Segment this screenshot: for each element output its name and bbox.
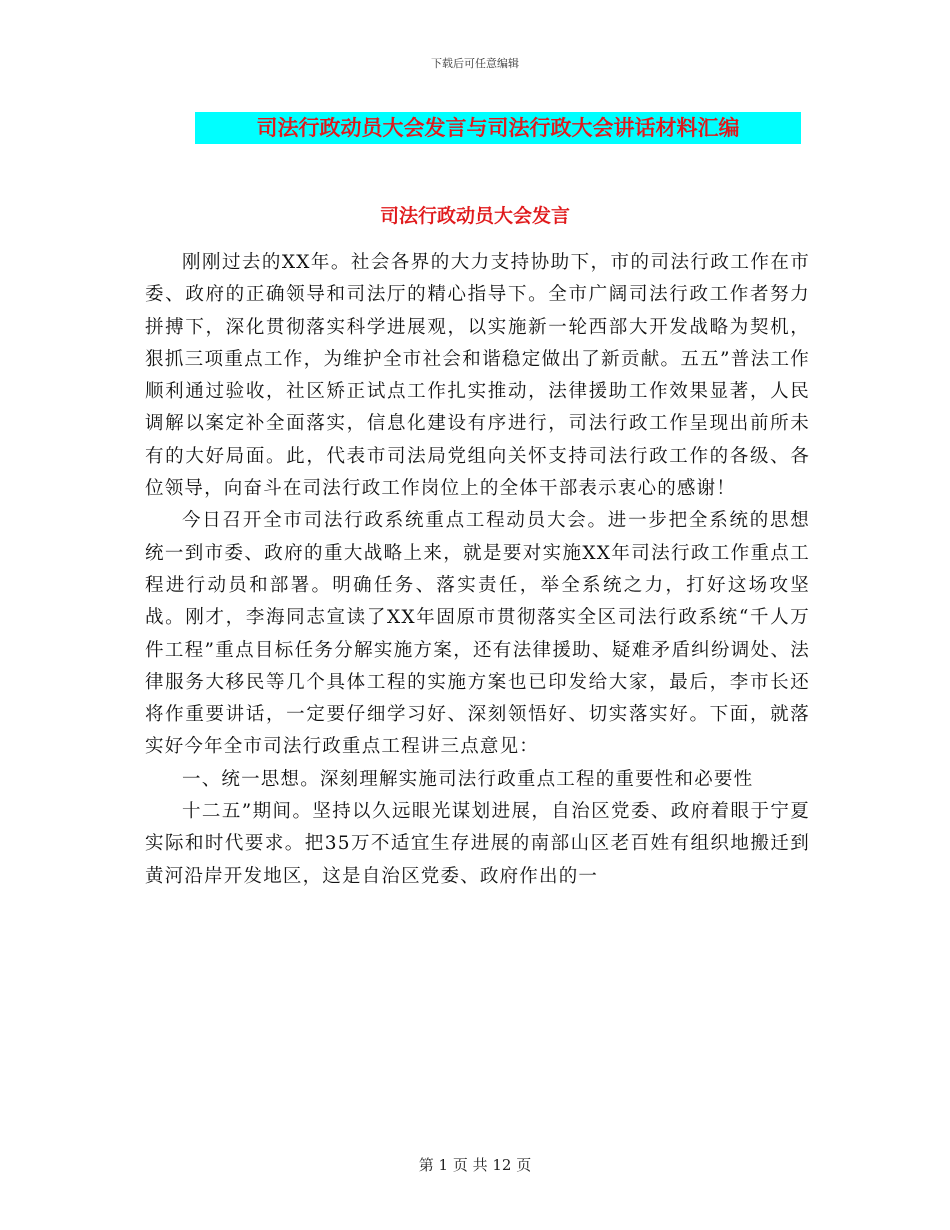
header-note: 下载后可任意编辑 <box>431 57 519 70</box>
page-footer: 第 1 页 共 12 页 <box>418 1156 532 1174</box>
document-main-title: 司法行政动员大会发言与司法行政大会讲话材料汇编 <box>195 112 801 144</box>
body-text <box>145 247 810 893</box>
paragraph: 一、统一思想。深刻理解实施司法行政重点工程的重要性和必要性 <box>182 768 754 790</box>
paragraph: 刚刚过去的XX年。社会各界的大力支持协助下，市的司法行政工作在市委、政府的正确领导和司法厅的精心指导下。全市广阔司法行政工作者努力拼搏下，深化贯彻落实科学进展观，以实施新一轮西部大开发战略为契机，狠抓三项重点工作，为维护全市社会和谐稳定做出了新贡献。五五”普法工作顺利通过验收，社区矫正试点工作扎实推动，法律援助工作效果显著，人民调解以案定补全面落实，信息化建设有序进行，司法行政工作呈现出前所未有的大好局面。此，代表市司法局党组向关怀支持司法行政工作的各级、各位领导，向奋斗在司法行政工作岗位上的全体干部表示衷心的感谢！ <box>145 252 810 500</box>
paragraph: 今日召开全市司法行政系统重点工程动员大会。进一步把全系统的思想统一到市委、政府的重大战略上来，就是要对实施XX年司法行政工作重点工程进行动员和部署。明确任务、落实责任，举全系统之力，打好这场攻坚战。刚才，李海同志宣读了XX年固原市贯彻落实全区司法行政系统“千人万件工程”重点目标任务分解实施方案，还有法律援助、疑难矛盾纠纷调处、法律服务大移民等几个具体工程的实施方案也已印发给大家，最后，李市长还将作重要讲话，一定要仔细学习好、深刻领悟好、切实落实好。下面，就落实好今年全市司法行政重点工程讲三点意见： <box>145 510 810 758</box>
section-title: 司法行政动员大会发言 <box>379 205 570 227</box>
paragraph: 十二五”期间。坚持以久远眼光谋划进展，自治区党委、政府着眼于宁夏实际和时代要求。把35万不适宜生存进展的南部山区老百姓有组织地搬迁到黄河沿岸开发地区，这是自治区党委、政府作出的一 <box>145 801 810 887</box>
